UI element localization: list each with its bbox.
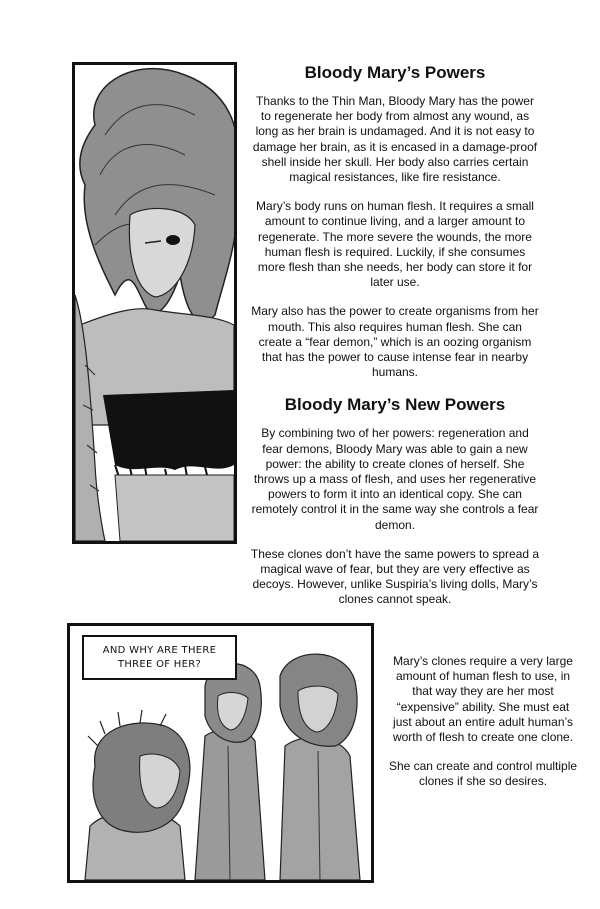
powers-paragraph: Mary also has the power to create organisms from her mouth. This also requires human flesh. She can create a “fear demon,” which is an oozing organism that has the power to cause intense fear in nearby humans. (251, 304, 539, 380)
mary-illustration (75, 65, 234, 541)
speech-bubble: AND WHY ARE THERE THREE OF HER? (82, 635, 237, 680)
section-heading-new-powers: Bloody Mary’s New Powers (284, 395, 506, 415)
illustration-panel-mary (72, 62, 237, 544)
powers-text-column (250, 62, 540, 622)
section-heading-powers: Bloody Mary’s Powers (304, 63, 486, 82)
powers-paragraph: Mary’s body runs on human flesh. It requires a small amount to continue living, and a larger amount to regenerate. The more severe the wounds, the more human flesh is required. Luckily, if she consumes more flesh than she needs, her body can store it for later use. (256, 199, 534, 290)
new-powers-paragraph: By combining two of her powers: regeneration and fear demons, Bloody Mary was able to gain a new power: the ability to create clones of herself. She throws up a mass of flesh, and uses her regenerative powers to form it into an identical copy. She can remotely control it in the same way she controls a fear demon. (251, 426, 539, 532)
clones-paragraph: She can create and control multiple clones if she so desires. (388, 759, 578, 789)
clones-side-text (388, 654, 578, 804)
new-powers-paragraph: These clones don’t have the same powers to spread a magical wave of fear, but they are very effective as decoys. However, unlike Suspiria’s living dolls, Mary’s clones cannot speak. (250, 546, 540, 607)
powers-paragraph: Thanks to the Thin Man, Bloody Mary has the power to regenerate her body from almost any wound, as long as her brain is undamaged. And it is not easy to damage her brain, as it is encased in a damage-proof shell inside her skull. Her body also carries certain magical resistances, like fire resistance. (252, 94, 538, 185)
clones-paragraph: Mary’s clones require a very large amount of human flesh to use, in that way they are her most “expensive” ability. She must eat just about an entire adult human’s worth of flesh to create one clone. (392, 654, 574, 745)
